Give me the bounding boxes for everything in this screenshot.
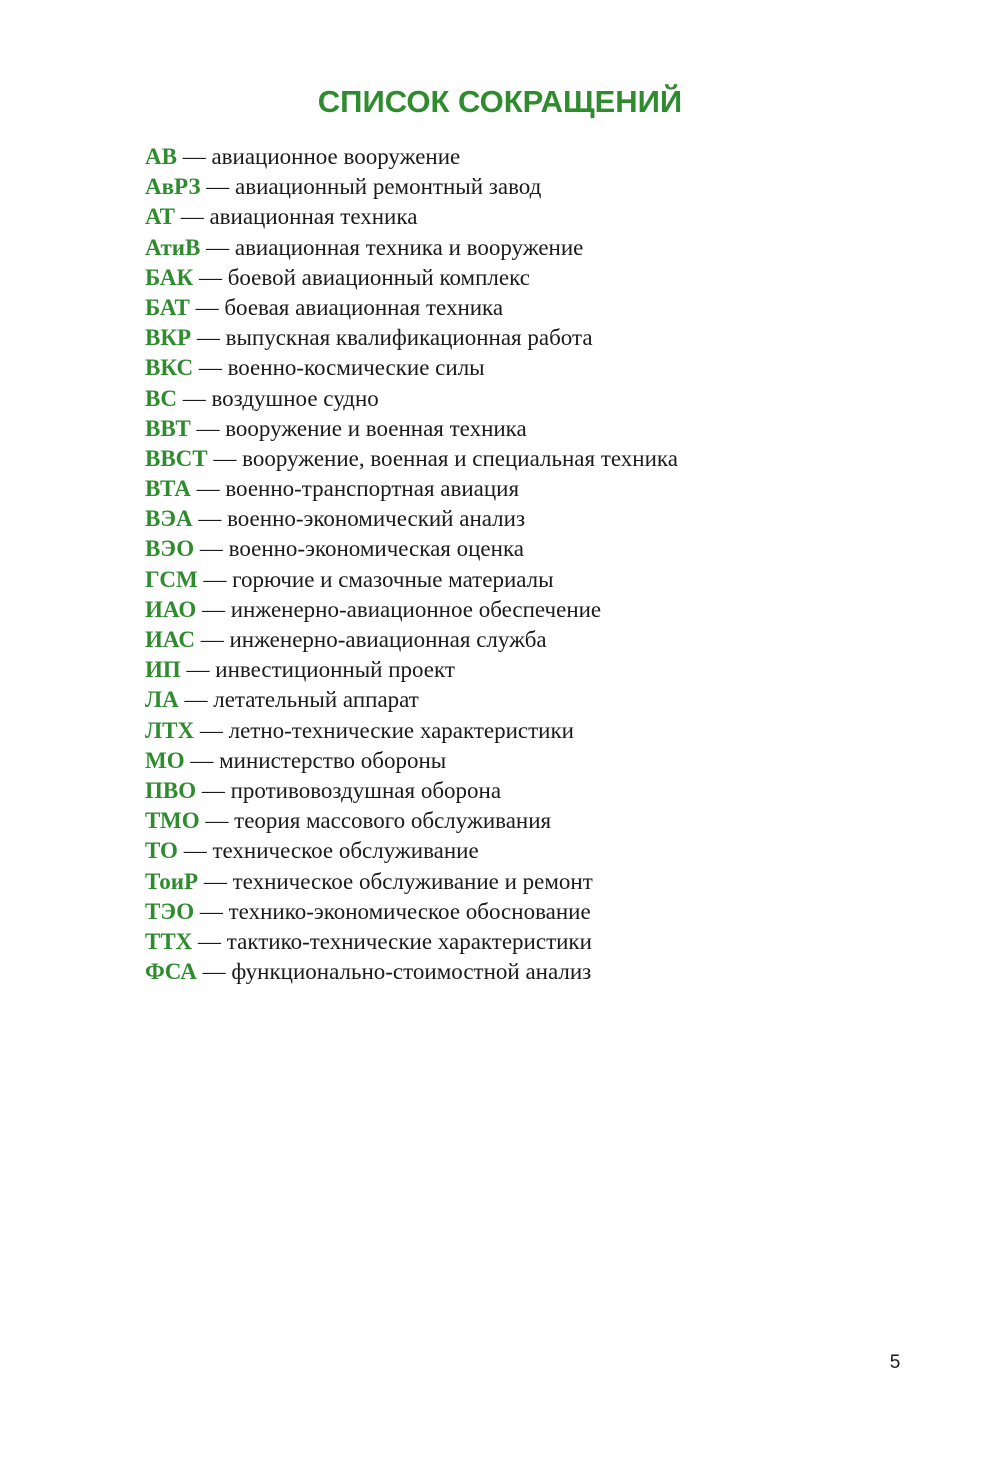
abbreviation-definition: летательный аппарат	[213, 687, 419, 713]
abbreviation-entry	[145, 233, 678, 263]
abbreviation-definition: функционально-стоимостной анализ	[231, 959, 592, 985]
abbreviation-term: ТМО	[145, 808, 200, 834]
abbreviation-entry	[145, 504, 678, 534]
abbreviation-definition: авиационная техника и вооружение	[234, 234, 584, 260]
abbreviation-term: ИАС	[145, 627, 195, 652]
abbreviation-entry	[145, 897, 678, 927]
abbreviation-term: МО	[145, 747, 185, 773]
abbreviation-separator: —	[178, 687, 214, 713]
abbreviation-entry	[145, 384, 678, 414]
abbreviation-separator: —	[199, 808, 235, 834]
abbreviation-entry	[145, 867, 678, 897]
abbreviation-definition: авиационное вооружение	[211, 144, 461, 169]
abbreviation-entry	[145, 202, 678, 232]
abbreviation-entry	[145, 806, 678, 836]
abbreviation-separator: —	[196, 959, 232, 985]
abbreviation-entry	[145, 323, 678, 353]
abbreviation-separator: —	[198, 868, 233, 894]
abbreviation-definition: министерство обороны	[219, 747, 447, 773]
abbreviation-separator: —	[200, 234, 235, 260]
abbreviation-separator: —	[190, 415, 226, 441]
abbreviation-definition: противовоздушная оборона	[230, 777, 502, 803]
abbreviation-separator: —	[176, 144, 212, 169]
abbreviation-entry	[145, 836, 678, 866]
abbreviation-entry	[145, 414, 678, 444]
abbreviation-separator: —	[200, 174, 236, 200]
abbreviation-separator: —	[194, 717, 229, 743]
abbreviation-entry	[145, 927, 678, 957]
abbreviation-entry	[145, 716, 678, 746]
abbreviation-term: ВКС	[145, 355, 194, 381]
abbreviation-definition: боевая авиационная техника	[224, 294, 504, 320]
abbreviation-term: ИАО	[145, 596, 197, 622]
abbreviation-separator: —	[196, 596, 231, 622]
abbreviation-entry	[145, 353, 678, 383]
abbreviation-separator: —	[177, 838, 213, 864]
abbreviation-entry	[145, 595, 678, 625]
abbreviation-term: ЛТХ	[145, 717, 195, 743]
abbreviation-definition: теория массового обслуживания	[234, 808, 552, 834]
abbreviation-term: ВЭА	[145, 506, 193, 532]
abbreviation-definition: военно-экономический анализ	[227, 506, 526, 532]
abbreviation-entry	[145, 172, 678, 202]
abbreviation-term: АвРЗ	[145, 174, 201, 200]
abbreviation-entry	[145, 625, 678, 655]
abbreviation-definition: инженерно-авиационное обеспечение	[230, 596, 602, 622]
abbreviation-term: ИП	[145, 657, 181, 683]
abbreviation-definition: вооружение и военная техника	[225, 415, 527, 441]
abbreviation-entry	[145, 293, 678, 323]
abbreviation-term: ТЭО	[145, 898, 195, 924]
abbreviation-term: ТТХ	[145, 928, 193, 954]
abbreviation-definition: технико-экономическое обоснование	[228, 898, 591, 924]
abbreviation-entry	[145, 534, 678, 564]
abbreviation-definition: авиационный ремонтный завод	[235, 174, 542, 200]
abbreviation-term: ВТА	[145, 476, 191, 502]
abbreviation-term: ВКР	[145, 325, 192, 351]
abbreviation-definition: летно-технические характеристики	[228, 717, 574, 743]
abbreviation-definition: воздушное судно	[211, 385, 379, 411]
abbreviation-separator: —	[193, 355, 228, 381]
abbreviation-separator: —	[184, 747, 220, 773]
abbreviation-entry	[145, 776, 678, 806]
abbreviation-entry	[145, 655, 678, 685]
abbreviation-term: ТоиР	[145, 868, 199, 894]
abbreviation-separator: —	[197, 566, 233, 592]
abbreviation-term: АтиВ	[145, 234, 201, 260]
abbreviation-separator: —	[194, 627, 230, 652]
abbreviation-definition: боевой авиационный комплекс	[227, 264, 530, 290]
abbreviation-separator: —	[192, 506, 228, 532]
abbreviation-definition: военно-космические силы	[227, 355, 485, 381]
abbreviation-term: ПВО	[145, 777, 197, 803]
abbreviation-term: ГСМ	[145, 566, 198, 592]
abbreviation-term: ВВТ	[145, 415, 191, 441]
page-number: 5	[889, 1352, 901, 1373]
abbreviation-definition: военно-транспортная авиация	[225, 476, 520, 502]
abbreviation-entry	[145, 746, 678, 776]
abbreviation-definition: военно-экономическая оценка	[228, 536, 524, 562]
abbreviation-definition: вооружение, военная и специальная техника	[242, 445, 678, 471]
abbreviation-term: ЛА	[145, 687, 179, 713]
abbreviation-entry	[145, 474, 678, 504]
abbreviation-entry	[145, 142, 678, 172]
abbreviation-definition: горючие и смазочные материалы	[232, 566, 554, 592]
abbreviation-term: ТО	[145, 838, 178, 864]
abbreviation-term: ФСА	[145, 959, 197, 985]
abbreviation-separator: —	[194, 536, 229, 562]
abbreviation-separator: —	[194, 898, 229, 924]
abbreviation-definition: инженерно-авиационная служба	[229, 627, 547, 652]
abbreviation-separator: —	[192, 928, 227, 954]
abbreviation-separator: —	[176, 385, 212, 411]
abbreviation-term: АТ	[145, 204, 175, 230]
abbreviation-definition: техническое обслуживание	[212, 838, 479, 864]
abbreviation-term: ВС	[145, 385, 177, 411]
abbreviation-entry	[145, 565, 678, 595]
abbreviation-separator: —	[196, 777, 231, 803]
abbreviation-separator: —	[207, 445, 243, 471]
abbreviation-list	[145, 142, 678, 987]
abbreviation-separator: —	[191, 325, 226, 351]
abbreviation-entry	[145, 957, 678, 987]
abbreviation-separator: —	[180, 657, 216, 683]
abbreviation-separator: —	[189, 294, 225, 320]
abbreviation-term: БАТ	[145, 294, 190, 320]
abbreviation-term: АВ	[145, 144, 177, 169]
abbreviation-separator: —	[190, 476, 226, 502]
abbreviation-entry	[145, 444, 678, 474]
abbreviation-term: ВЭО	[145, 536, 195, 562]
abbreviation-entry	[145, 685, 678, 715]
page-title: СПИСОК СОКРАЩЕНИЙ	[317, 84, 683, 119]
abbreviation-definition: авиационная техника	[209, 204, 418, 230]
abbreviation-definition: выпускная квалификационная работа	[225, 325, 593, 351]
abbreviation-separator: —	[174, 204, 210, 230]
abbreviation-definition: техническое обслуживание и ремонт	[232, 868, 593, 894]
abbreviation-term: ВВСТ	[145, 445, 208, 471]
abbreviation-definition: инвестиционный проект	[215, 657, 455, 683]
abbreviation-definition: тактико-технические характеристики	[226, 928, 592, 954]
abbreviation-separator: —	[193, 264, 228, 290]
abbreviation-entry	[145, 263, 678, 293]
abbreviation-term: БАК	[145, 264, 194, 290]
